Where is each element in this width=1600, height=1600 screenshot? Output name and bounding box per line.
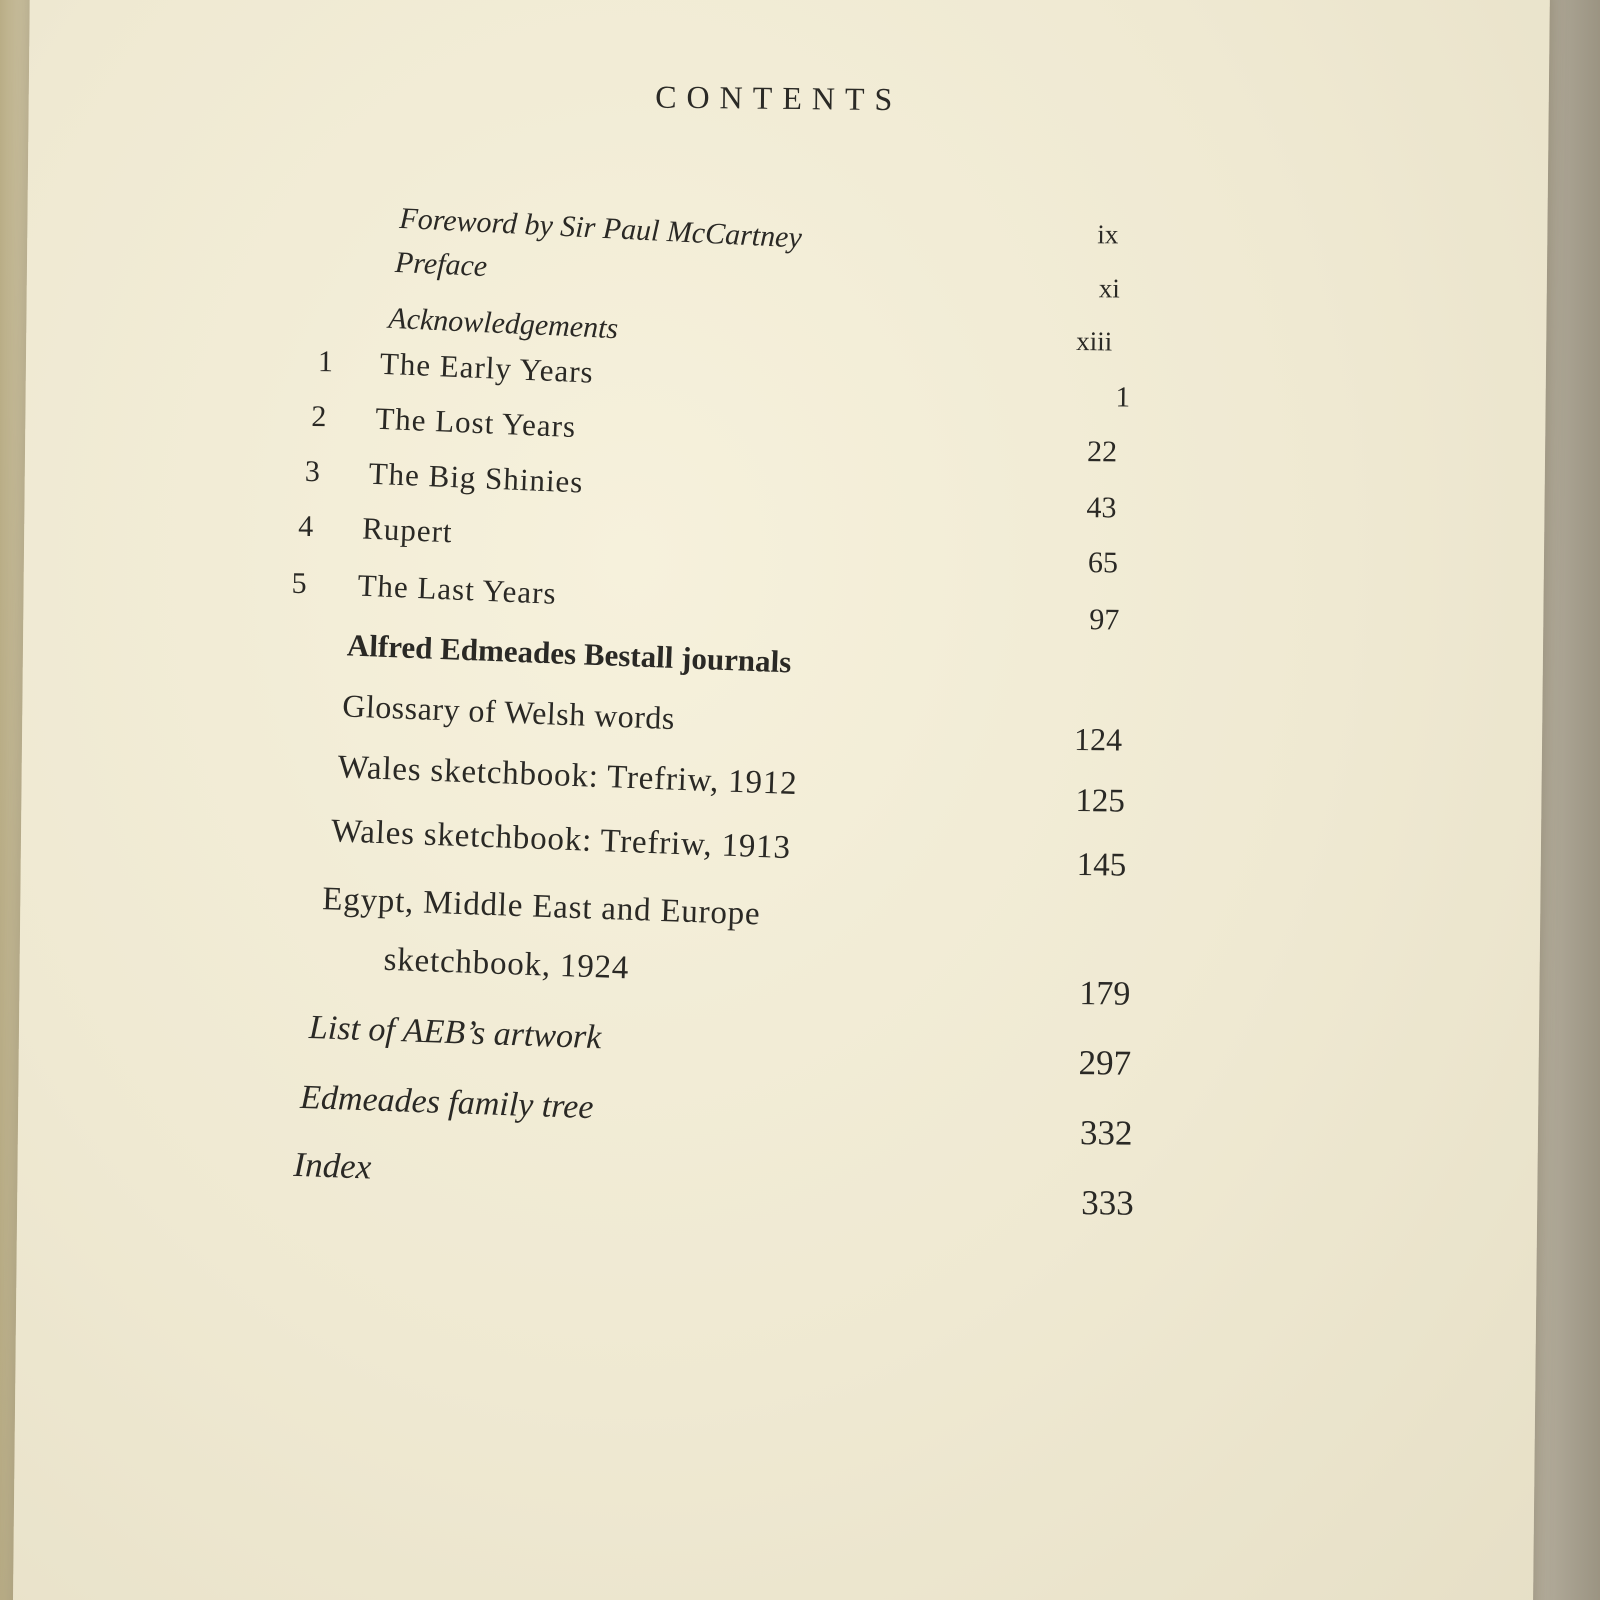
chapter-number-1: 1 bbox=[317, 345, 334, 379]
toc-page-artwork-list: 297 bbox=[1078, 1043, 1132, 1083]
toc-entry-wales-1913: Wales sketchbook: Trefriw, 1913 bbox=[330, 813, 792, 867]
toc-page-chapter-2: 22 bbox=[1086, 435, 1118, 469]
section-heading-journals: Alfred Edmeades Bestall journals bbox=[346, 627, 793, 680]
chapter-number-3: 3 bbox=[304, 454, 320, 489]
toc-page-wales-1912: 125 bbox=[1075, 783, 1126, 820]
toc-entry-acknowledgements: Acknowledgements bbox=[387, 301, 619, 346]
toc-entry-preface: Preface bbox=[394, 245, 488, 284]
toc-page-family-tree: 332 bbox=[1079, 1113, 1133, 1153]
toc-page-chapter-4: 65 bbox=[1087, 546, 1119, 580]
toc-entry-family-tree: Edmeades family tree bbox=[299, 1078, 595, 1127]
chapter-number-5: 5 bbox=[291, 566, 307, 600]
toc-page-chapter-5: 97 bbox=[1089, 603, 1120, 637]
toc-entry-index: Index bbox=[292, 1144, 372, 1187]
toc-page-foreword: ix bbox=[1097, 219, 1119, 250]
toc-entry-egypt: Egypt, Middle East and Europe bbox=[321, 881, 762, 933]
chapter-number-2: 2 bbox=[311, 400, 327, 434]
page-title: CONTENTS bbox=[655, 78, 903, 118]
toc-page-chapter-3: 43 bbox=[1086, 491, 1117, 525]
toc-entry-glossary: Glossary of Welsh words bbox=[341, 687, 676, 737]
toc-page-wales-1913: 145 bbox=[1076, 847, 1127, 884]
toc-page-index: 333 bbox=[1081, 1183, 1134, 1223]
toc-page-acknowledgements: xiii bbox=[1076, 326, 1113, 357]
toc-entry-artwork-list: List of AEB’s artwork bbox=[308, 1009, 603, 1057]
toc-entry-chapter-1: The Early Years bbox=[379, 345, 595, 390]
contents-page bbox=[13, 0, 1550, 1600]
toc-page-glossary: 124 bbox=[1073, 721, 1123, 758]
toc-entry-chapter-3: The Big Shinies bbox=[368, 455, 585, 500]
toc-page-chapter-1: 1 bbox=[1115, 381, 1131, 414]
toc-entry-chapter-4: Rupert bbox=[361, 510, 454, 550]
toc-entry-chapter-2: The Lost Years bbox=[374, 400, 577, 445]
toc-entry-foreword: Foreword by Sir Paul McCartney bbox=[398, 201, 803, 255]
toc-entry-wales-1912: Wales sketchbook: Trefriw, 1912 bbox=[337, 749, 799, 803]
toc-page-egypt: 179 bbox=[1079, 975, 1131, 1013]
chapter-number-4: 4 bbox=[298, 509, 314, 544]
toc-entry-chapter-5: The Last Years bbox=[356, 567, 558, 611]
toc-page-preface: xi bbox=[1098, 273, 1120, 304]
toc-entry-egypt-cont: sketchbook, 1924 bbox=[383, 941, 630, 987]
